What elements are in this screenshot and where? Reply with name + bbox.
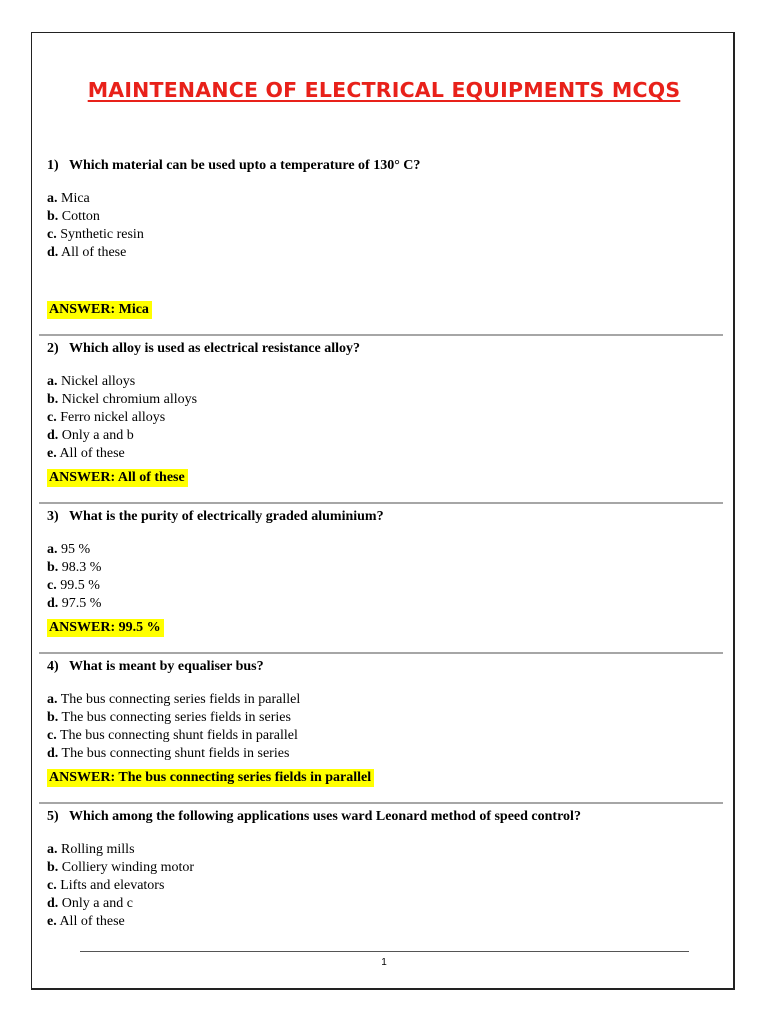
option-text: Only a and b	[58, 428, 134, 443]
option-item	[47, 190, 707, 208]
option-letter: b.	[47, 392, 59, 407]
option-item	[47, 208, 707, 226]
question-block-4	[47, 658, 707, 763]
option-letter: a.	[47, 191, 58, 206]
question-text: 2) Which alloy is used as electrical resistance alloy?	[47, 341, 360, 356]
question-text: 4) What is meant by equaliser bus?	[47, 659, 264, 674]
question-number: 5)	[47, 809, 59, 824]
option-item	[47, 541, 707, 559]
option-item	[47, 427, 707, 445]
answer-highlight-1: ANSWER: Mica	[47, 301, 152, 319]
option-item	[47, 841, 707, 859]
option-letter: d.	[47, 746, 59, 761]
answer-highlight-3: ANSWER: 99.5 %	[47, 619, 164, 637]
option-item	[47, 595, 707, 613]
option-text: Lifts and elevators	[56, 878, 165, 893]
options-list	[47, 841, 707, 931]
option-letter: c.	[47, 578, 57, 593]
option-text: Ferro nickel alloys	[56, 410, 166, 425]
option-text: Rolling mills	[57, 842, 135, 857]
question-number: 4)	[47, 659, 59, 674]
question-separator	[39, 652, 723, 654]
answer-highlight-2: ANSWER: All of these	[47, 469, 188, 487]
option-letter: b.	[47, 209, 59, 224]
document-title: MAINTENANCE OF ELECTRICAL EQUIPMENTS MCQS	[87, 78, 681, 102]
answer-highlight-4: ANSWER: The bus connecting series fields in parallel	[47, 769, 374, 787]
option-letter: e.	[47, 446, 57, 461]
option-item	[47, 373, 707, 391]
option-text: Colliery winding motor	[58, 860, 195, 875]
question-block-2	[47, 340, 707, 463]
page-number: 1	[381, 957, 387, 968]
option-letter: c.	[47, 410, 57, 425]
option-text: The bus connecting series fields in series	[58, 710, 291, 725]
option-letter: b.	[47, 710, 59, 725]
option-text: All of these	[58, 245, 127, 260]
option-letter: a.	[47, 692, 58, 707]
question-separator	[39, 502, 723, 504]
option-item	[47, 577, 707, 595]
options-list	[47, 190, 707, 262]
option-item	[47, 244, 707, 262]
option-letter: b.	[47, 560, 59, 575]
option-item	[47, 913, 707, 931]
option-letter: a.	[47, 842, 58, 857]
option-item	[47, 859, 707, 877]
option-letter: a.	[47, 542, 58, 557]
option-text: Only a and c	[58, 896, 133, 911]
question-block-5	[47, 808, 707, 931]
option-item	[47, 391, 707, 409]
option-item	[47, 226, 707, 244]
option-letter: d.	[47, 245, 59, 260]
option-letter: c.	[47, 728, 57, 743]
option-letter: a.	[47, 374, 58, 389]
option-text: 95 %	[57, 542, 91, 557]
question-text: 1) Which material can be used upto a temperature of 130° C?	[47, 158, 421, 173]
question-separator	[39, 802, 723, 804]
options-list	[47, 373, 707, 463]
option-letter: d.	[47, 896, 59, 911]
option-item	[47, 727, 707, 745]
option-text: 99.5 %	[56, 578, 100, 593]
option-text: 97.5 %	[58, 596, 102, 611]
option-text: Cotton	[58, 209, 100, 224]
option-text: All of these	[56, 446, 125, 461]
question-block-3	[47, 508, 707, 613]
option-item	[47, 445, 707, 463]
question-block-1	[47, 157, 707, 262]
option-text: The bus connecting shunt fields in series	[58, 746, 290, 761]
footer-rule	[80, 951, 689, 952]
option-item	[47, 559, 707, 577]
options-list	[47, 541, 707, 613]
question-number: 2)	[47, 341, 59, 356]
option-letter: c.	[47, 878, 57, 893]
option-item	[47, 745, 707, 763]
option-text: The bus connecting shunt fields in parallel	[56, 728, 298, 743]
option-text: Nickel alloys	[57, 374, 136, 389]
question-separator	[39, 334, 723, 336]
option-letter: d.	[47, 428, 59, 443]
options-list	[47, 691, 707, 763]
option-item	[47, 691, 707, 709]
option-text: 98.3 %	[58, 560, 102, 575]
option-text: Synthetic resin	[56, 227, 144, 242]
question-text: 5) Which among the following applications uses ward Leonard method of speed control?	[47, 809, 581, 824]
option-item	[47, 895, 707, 913]
option-letter: b.	[47, 860, 59, 875]
option-text: Mica	[57, 191, 90, 206]
option-text: The bus connecting series fields in parallel	[57, 692, 301, 707]
option-letter: e.	[47, 914, 57, 929]
option-text: All of these	[56, 914, 125, 929]
question-number: 1)	[47, 158, 59, 173]
question-text: 3) What is the purity of electrically graded aluminium?	[47, 509, 384, 524]
option-item	[47, 877, 707, 895]
question-number: 3)	[47, 509, 59, 524]
option-item	[47, 709, 707, 727]
option-text: Nickel chromium alloys	[58, 392, 198, 407]
option-letter: c.	[47, 227, 57, 242]
option-item	[47, 409, 707, 427]
option-letter: d.	[47, 596, 59, 611]
